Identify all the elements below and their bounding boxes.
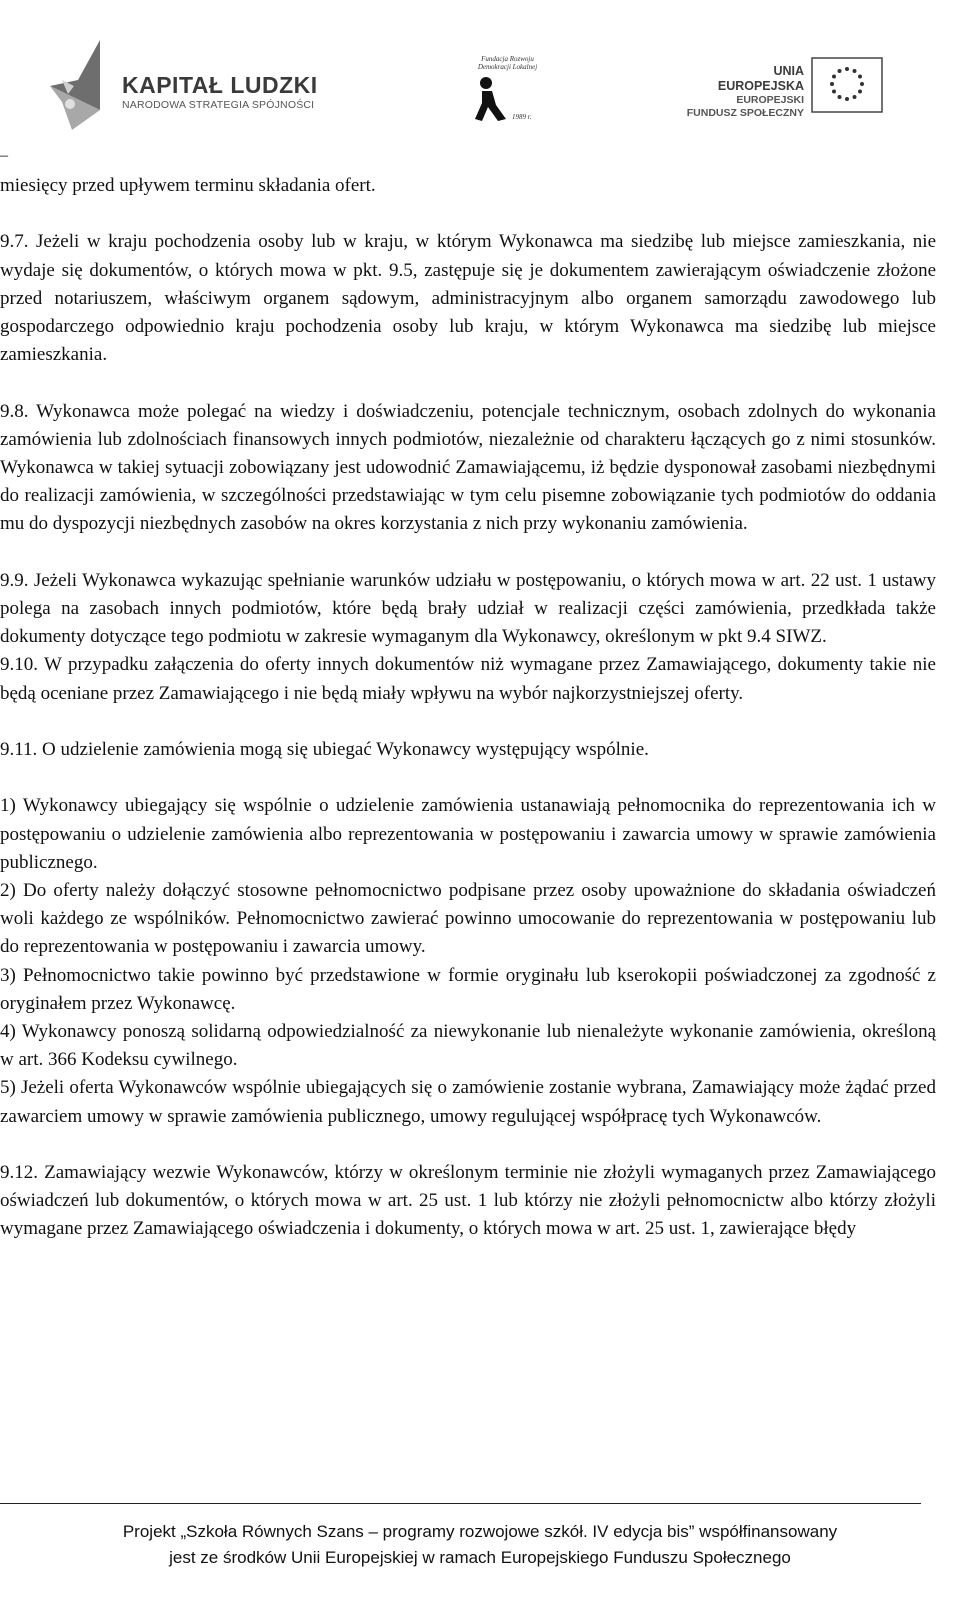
list-item-5: 5) Jeżeli oferta Wykonawców wspólnie ubiegających się o zamówienie zostanie wybrana, Zamawiający może żądać przed zawarciem umowy w sprawie zamówienia publicznego, umowy regulującej współpracę tych Wykonawców. <box>0 1077 936 1127</box>
frdl-name: Fundacja Rozwoju Demokracji Lokalnej <box>477 55 538 71</box>
frdl-logo <box>470 55 545 123</box>
list-item-4: 4) Wykonawcy ponoszą solidarną odpowiedzialność za niewykonanie lub nienależyte wykonanie zamówienia, określoną w art. 366 Kodeksu cywilnego. <box>0 1021 936 1071</box>
document-body <box>0 172 936 1244</box>
ue-line-2: EUROPEJSKI <box>736 94 804 106</box>
kapital-ludzki-title: KAPITAŁ LUDZKI <box>122 72 318 98</box>
paragraph-9-8: 9.8. Wykonawca może polegać na wiedzy i doświadczeniu, potencjale technicznym, osobach zdolnych do wykonania zamówienia lub zdolnościach finansowych innych podmiotów, niezależnie od charakteru łączących go z nimi stosunków. Wykonawca w takiej sytuacji zobowiązany jest udowodnić Zamawiającemu, iż będzie dysponował zasobami niezbędnymi do realizacji zamówienia, w szczególności przedstawiając w tym celu pisemne zobowiązanie tych podmiotów do oddania mu do dyspozycji niezbędnych zasobów na okres korzystania z nich przy wykonaniu zamówienia. <box>0 400 936 535</box>
footer-divider <box>0 1503 921 1504</box>
list-item-2: 2) Do oferty należy dołączyć stosowne pełnomocnictwo podpisane przez osoby upoważnione do składania oświadczeń woli każdego ze wspólników. Pełnomocnictwo zawierać powinno umocowanie do reprezentowania w postępowaniu lub do reprezentowania w postępowaniu i zawarcia umowy. <box>0 880 936 958</box>
paragraph-9-11: 9.11. O udzielenie zamówienia mogą się ubiegać Wykonawcy występujący wspólnie. <box>0 739 649 760</box>
eu-flag-icon <box>811 57 883 113</box>
footer-line-2: jest ze środków Unii Europejskiej w ramach Europejskiego Funduszu Społecznego <box>169 1548 791 1567</box>
kapital-ludzki-subtitle: NARODOWA STRATEGIA SPÓJNOŚCI <box>122 99 315 111</box>
paragraph-9-10: 9.10. W przypadku załączenia do oferty innych dokumentów niż wymagane przez Zamawiającego, dokumenty takie nie będą oceniane przez Zamawiającego i nie będą miały wpływu na wybór najkorzystniejszej oferty. <box>0 654 936 704</box>
frdl-year: 1989 r. <box>512 113 532 121</box>
paragraph-continuation: miesięcy przed upływem terminu składania ofert. <box>0 175 376 196</box>
frdl-figure-icon <box>472 75 512 123</box>
page-footer <box>0 1519 960 1571</box>
ue-line-3: FUNDUSZ SPOŁECZNY <box>686 107 804 119</box>
list-item-1: 1) Wykonawcy ubiegający się wspólnie o udzielenie zamówienia ustanawiają pełnomocnika do reprezentowania ich w postępowaniu o udzielenie zamówienia albo reprezentowania w postępowaniu i zawarcia umowy w sprawie zamówienia publicznego. <box>0 795 936 873</box>
paragraph-9-9: 9.9. Jeżeli Wykonawca wykazując spełnianie warunków udziału w postępowaniu, o których mowa w art. 22 ust. 1 ustawy polega na zasobach innych podmiotów, które będą brały udział w realizacji części zamówienia, przedkłada także dokumenty dotyczące tego podmiotu w zakresie wymaganym dla Wykonawcy, określonym w pkt 9.4 SIWZ. <box>0 569 936 648</box>
kapital-ludzki-logo-icon <box>48 40 120 132</box>
paragraph-9-7: 9.7. Jeżeli w kraju pochodzenia osoby lub w kraju, w którym Wykonawca ma siedzibę lub miejsce zamieszkania, nie wydaje się dokumentów, o których mowa w pkt. 9.5, zastępuje się je dokumentem zawierającym oświadczenie złożone przed notariuszem, właściwym organem sądowym, administracyjnym albo organem samorządu zawodowego lub gospodarczego odpowiednio kraju pochodzenia osoby lub kraju, w którym Wykonawca ma siedzibę lub miejsce zamieszkania. <box>0 231 936 366</box>
kapital-ludzki-wordmark <box>122 72 318 112</box>
ue-line-1: UNIA EUROPEJSKA <box>717 64 804 93</box>
ue-text-block <box>686 64 804 120</box>
page-header <box>0 0 960 150</box>
list-item-3: 3) Pełnomocnictwo takie powinno być przedstawione w formie oryginału lub kserokopii poświadczonej za zgodność z oryginałem przez Wykonawcę. <box>0 964 936 1014</box>
footer-line-1: Projekt „Szkoła Równych Szans – programy rozwojowe szkół. IV edycja bis” współfinansowany <box>122 1522 838 1541</box>
dash-mark: – <box>0 147 8 164</box>
paragraph-9-12: 9.12. Zamawiający wezwie Wykonawców, którzy w określonym terminie nie złożyli wymaganych przez Zamawiającego oświadczeń lub dokumentów, o których mowa w art. 25 ust. 1 lub którzy nie złożyli pełnomocnictw albo którzy złożyli wymagane przez Zamawiającego oświadczenia i dokumenty, o których mowa w art. 25 ust. 1, zawierające błędy <box>0 1162 936 1240</box>
